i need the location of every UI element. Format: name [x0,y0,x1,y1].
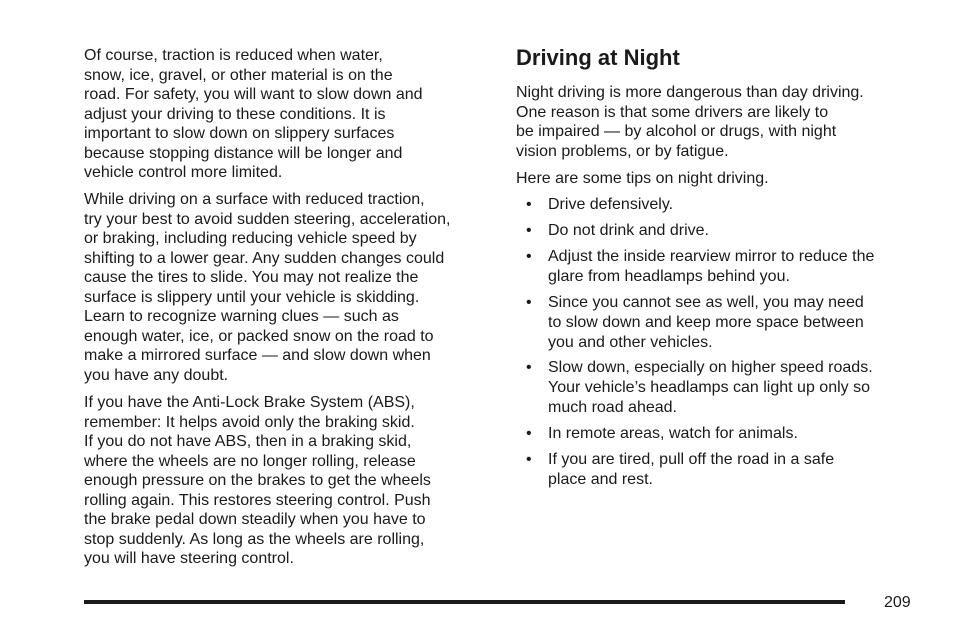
bullet-text: If you are tired, pull off the road in a safe place and rest. [548,451,835,488]
bullet-text: Slow down, especially on higher speed roads. Your vehicle’s headlamps can light up only so much road ahead. [548,359,873,416]
page-number: 209 [884,594,911,611]
paragraph-traction: Of course, traction is reduced when water, snow, ice, gravel, or other material is on the road. For safety, you will want to slow down and adjust your driving to these conditions. It is important to slow down on slippery surfaces because stopping distance will be longer and vehicle control more limited. [84,47,423,181]
bullet-icon: • [526,359,532,376]
bullet-text: In remote areas, watch for animals. [548,425,798,442]
bullet-text: Adjust the inside rearview mirror to reduce the glare from headlamps behind you. [548,248,875,285]
bullet-icon: • [526,451,532,468]
tips-lead: Here are some tips on night driving. [516,170,769,187]
bullet-icon: • [526,248,532,265]
footer-rule [84,600,845,604]
intro-paragraph: Night driving is more dangerous than day driving. One reason is that some drivers are likely to be impaired — by alcohol or drugs, with night vision problems, or by fatigue. [516,84,864,160]
bullet-icon: • [526,294,532,311]
paragraph-abs: If you have the Anti-Lock Brake System (ABS), remember: It helps avoid only the braking skid. If you do not have ABS, then in a braking skid, where the wheels are no longer rolling, release enough pressure on the brakes to get the wheels rolling again. This restores steering control. Push the brake pedal down steadily when you have to stop suddenly. As long as the wheels are rolling, you will have steering control. [84,394,431,567]
bullet-text: Since you cannot see as well, you may need to slow down and keep more space between you and other vehicles. [548,294,864,351]
bullet-icon: • [526,222,532,239]
bullet-icon: • [526,425,532,442]
bullet-text: Do not drink and drive. [548,222,709,239]
paragraph-reduced-traction: While driving on a surface with reduced traction, try your best to avoid sudden steering, acceleration, or braking, including reducing vehicle speed by shifting to a lower gear. Any sudden changes could cause the tires to slide. You may not realize the surface is slippery until your vehicle is skidding. Learn to recognize warning clues — such as enough water, ice, or packed snow on the road to make a mirrored surface — and slow down when you have any doubt. [84,191,451,384]
bullet-text: Drive defensively. [548,196,674,213]
bullet-icon: • [526,196,532,213]
section-heading: Driving at Night [516,45,680,70]
